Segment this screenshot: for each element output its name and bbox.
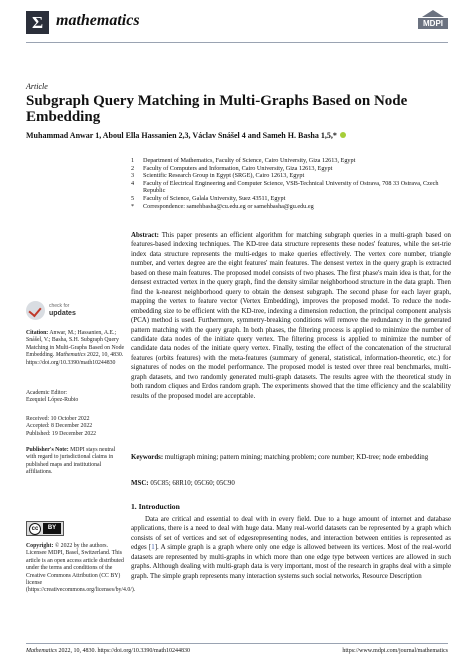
affiliations xyxy=(131,157,451,210)
footer-journal-url[interactable]: https://www.mdpi.com/journal/mathematics xyxy=(342,648,448,654)
footer-divider xyxy=(26,643,448,644)
section-heading: 1. Introduction xyxy=(131,502,180,511)
mdpi-logo-text: MDPI xyxy=(418,18,448,29)
check-for-updates-badge[interactable]: check for updates xyxy=(26,301,126,325)
journal-name[interactable]: mathematics xyxy=(56,12,140,29)
journal-logo xyxy=(26,11,49,34)
accepted-date: Accepted: 8 December 2022 xyxy=(26,423,93,430)
citation-doi[interactable]: 2022, 10, 4830. https://doi.org/10.3390/math10244830 xyxy=(26,352,124,366)
keywords-label: Keywords: xyxy=(131,454,164,461)
abstract-label: Abstract: xyxy=(131,232,159,239)
affiliation-item: 5 Faculty of Science, Galala University, Suez 43511, Egypt xyxy=(131,194,286,202)
orcid-icon[interactable] xyxy=(340,132,346,138)
abstract xyxy=(131,231,451,401)
author-list xyxy=(26,131,446,141)
academic-editor: Academic Editor: Ezequiel López-Rubio xyxy=(26,390,79,404)
msc-codes xyxy=(131,479,451,488)
check-updates-icon xyxy=(26,301,45,320)
abstract-text: This paper presents an efficient algorithm for matching subgraph queries in a multi-graph based on features-based indexing techniques. The KD-tree data structure represents these nodes' features, while the set-trie index data structure represents the multi-edges to make queries effectively. The vertex core number, triangle number, and vertex degree are the eight features' main features. The densest vertex in the query graph is extracted based on these main features. The proposed model consists of two phases. The first phase's main idea is that, for the densest extracted vertex in the query graph, find the density similar neighborhood structure in the data graph. Then find the k-nearest neighborhood query to obtain the densest subgraph. The second phase for each layer graph, mapping the vertex to feature vector (Vertex Embedding), improves the proposed model. To reduce the node-embedding size to be efficient with the KD-tree, indexing a dimension reduction, the principal component analysis (PCA) method is used. Furthermore, symmetry-breaking conditions will remove the redundancy in the generated pattern matching with the query graph. In both phases, the filtering process is applied to minimize the number of candidate data nodes of the initiate query vertex. The filtering process is applied to minimize the number of candidate data nodes of the initiate query vertex. Finally, testing the effect of the concatenation of the structural features (orbits features) with the meta-features (summary of general, statistical, information-theoretic, etc.) for signatures of nodes on the model performance. The proposed model is tested over three real benchmarks, multi-graph datasets, and two randomly generated multi-graph datasets. The results agree with the theoretical study in both random cliques and Erdos random graph. The experiments showed that the time efficiency and the scalability results of the proposed model are acceptable. xyxy=(131,232,451,400)
affiliation-item: 3 Scientific Research Group in Egypt (SRGE), Cairo 12613, Egypt xyxy=(131,172,305,180)
msc-text: 05C85; 68R10; 05C60; 05C90 xyxy=(150,480,235,487)
footer-citation: Mathematics 2022, 10, 4830. https://doi.org/10.3390/math10244830 xyxy=(26,648,191,654)
copyright: Copyright: © 2022 by the authors. Licensee MDPI, Basel, Switzerland. This article is an open access article distributed under the terms and conditions of the Creative Commons Attribution (CC BY) license (https://creativecommons.org/licenses/by/4.0/). xyxy=(26,543,136,594)
affiliation-item: 4 Faculty of Electrical Engineering and Computer Science, VSB-Technical University of Ostrava, 708 33 Ostrava, Czech Republic xyxy=(131,179,439,195)
mdpi-logo[interactable] xyxy=(418,10,448,36)
by-icon: BY xyxy=(43,523,61,534)
affiliation-item: 2 Faculty of Computers and Information, Cairo University, Giza 12613, Egypt xyxy=(131,164,333,172)
dates xyxy=(26,416,126,438)
cc-by-license-icon[interactable] xyxy=(26,521,64,536)
publisher-note: Publisher's Note: MDPI stays neutral with regard to jurisdictional claims in published maps and institutional affiliations. xyxy=(26,447,116,476)
reference-link[interactable]: 1 xyxy=(151,544,155,552)
citation: Citation: Anwar, M.; Hassanien, A.E.; Snášel, V.; Basha, S.H. Subgraph Query Matching in Multi-Graphs Based on Node Embedding. Mathematics 2022, 10, 4830. https://doi.org/10.3390/math10244830 xyxy=(26,330,125,366)
published-date: Published: 19 December 2022 xyxy=(26,430,97,437)
keywords-text: multigraph mining; pattern mining; matching problem; core number; KD-tree; node embedding xyxy=(164,454,429,461)
affiliation-item: 1 Department of Mathematics, Faculty of Science, Cairo University, Giza 12613, Egypt xyxy=(131,157,356,164)
correspondence[interactable]: * Correspondence: samehbasha@cu.edu.eg or samehbasha@gu.edu.eg xyxy=(131,202,314,210)
article-type: Article xyxy=(26,82,48,91)
cc-icon: cc xyxy=(29,523,41,535)
received-date: Received: 10 October 2022 xyxy=(26,416,90,422)
author-names[interactable]: Muhammad Anwar 1, Aboul Ella Hassanien 2,3, Václav Snášel 4 and Sameh H. Basha 1,5,* xyxy=(26,131,337,140)
sigma-icon: Σ xyxy=(31,13,44,32)
article-title: Subgraph Query Matching in Multi-Graphs Based on Node Embedding xyxy=(26,93,408,125)
mdpi-roof-icon xyxy=(422,10,444,17)
msc-label: MSC: xyxy=(131,480,149,487)
header-divider xyxy=(26,42,448,43)
introduction-paragraph: Data are critical and essential to deal with in every field. Due to a huge amount of internet and database applications, there is a need to deal with huge data. Many real-world datasets can be represented by a graph which consists of set of vertices and set of edgesrepresenting nodes, and interaction between entities is represented as edges [1]. A simple graph is a graph where only one edge is allowed between its vertices. Most of the real-world datasets are represented by multi-graphs in which more than one edge type between vertices are allowed in such graphs. Although dealing with multi-graph data is very important, most of the research in graphs deal with a simple graph. The simple graph represents many interaction systems such social networks, Resource Description xyxy=(131,516,451,580)
keywords xyxy=(131,453,451,462)
